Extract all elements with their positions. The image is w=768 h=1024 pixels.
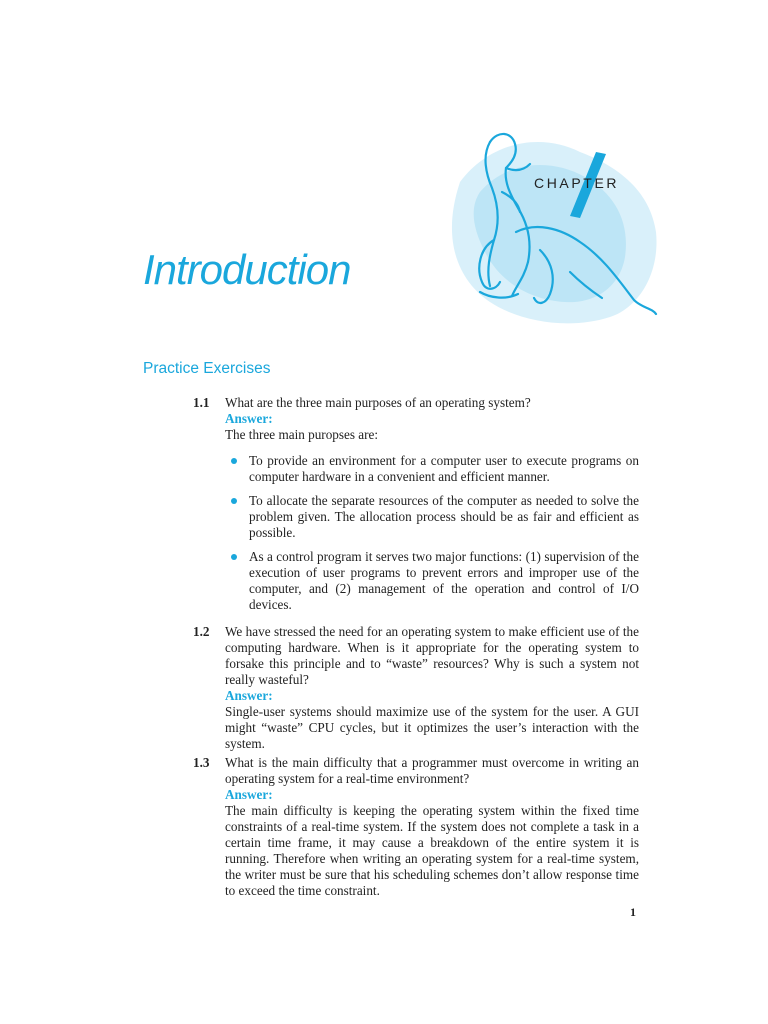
exercise-number: 1.2 [193, 624, 210, 639]
exercise-question: What are the three main purposes of an operating system? [225, 395, 531, 410]
answer-label: Answer: [225, 411, 273, 426]
answer-bullet-list [225, 453, 639, 613]
chapter-title: Introduction [143, 246, 351, 293]
list-item-text: To allocate the separate resources of the computer as needed to solve the problem given. The allocation process should be as fair and efficient as possible. [249, 493, 639, 540]
exercise-1-2 [193, 624, 639, 752]
exercise-number: 1.3 [193, 755, 210, 770]
answer-text: Single-user systems should maximize use of the system for the user. A GUI might “waste” CPU cycles, but it optimizes the user’s interaction with the system. [225, 704, 639, 751]
exercise-1-3 [193, 755, 639, 899]
answer-label: Answer: [225, 688, 273, 703]
exercise-number: 1.1 [193, 395, 210, 410]
list-item-text: As a control program it serves two major functions: (1) supervision of the execution of user programs to prevent errors and improper use of the computer, and (2) management of the operation and control of I/O devices. [249, 549, 639, 612]
list-item-text: To provide an environment for a computer user to execute programs on computer hardware in a convenient and efficient manner. [249, 453, 639, 484]
exercise-question: We have stressed the need for an operating system to make efficient use of the computing hardware. When is it appropriate for the operating system to forsake this principle and to “waste” resources? Why is such a system not really wasteful? [225, 624, 639, 687]
bullet-icon [231, 554, 237, 560]
list-item [225, 453, 639, 485]
bullet-icon [231, 458, 237, 464]
list-item [225, 549, 639, 613]
section-title: Practice Exercises [143, 360, 271, 377]
exercise-1-1 [193, 395, 639, 621]
page-number: 1 [630, 905, 636, 919]
exercise-question: What is the main difficulty that a programmer must overcome in writing an operating system for a real-time environment? [225, 755, 639, 786]
answer-label: Answer: [225, 787, 273, 802]
answer-intro: The three main puropses are: [225, 427, 379, 442]
chapter-label: CHAPTER [534, 175, 620, 191]
dinosaur-illustration [420, 122, 660, 332]
bullet-icon [231, 498, 237, 504]
answer-text: The main difficulty is keeping the operating system within the fixed time constraints of a real-time system. If the system does not complete a task in a certain time frame, it may cause a breakdown of the entire system it is running. Therefore when writing an operating system for a real-time system, the writer must be sure that his scheduling schemes don’t allow response time to exceed the time constraint. [225, 803, 639, 898]
list-item [225, 493, 639, 541]
